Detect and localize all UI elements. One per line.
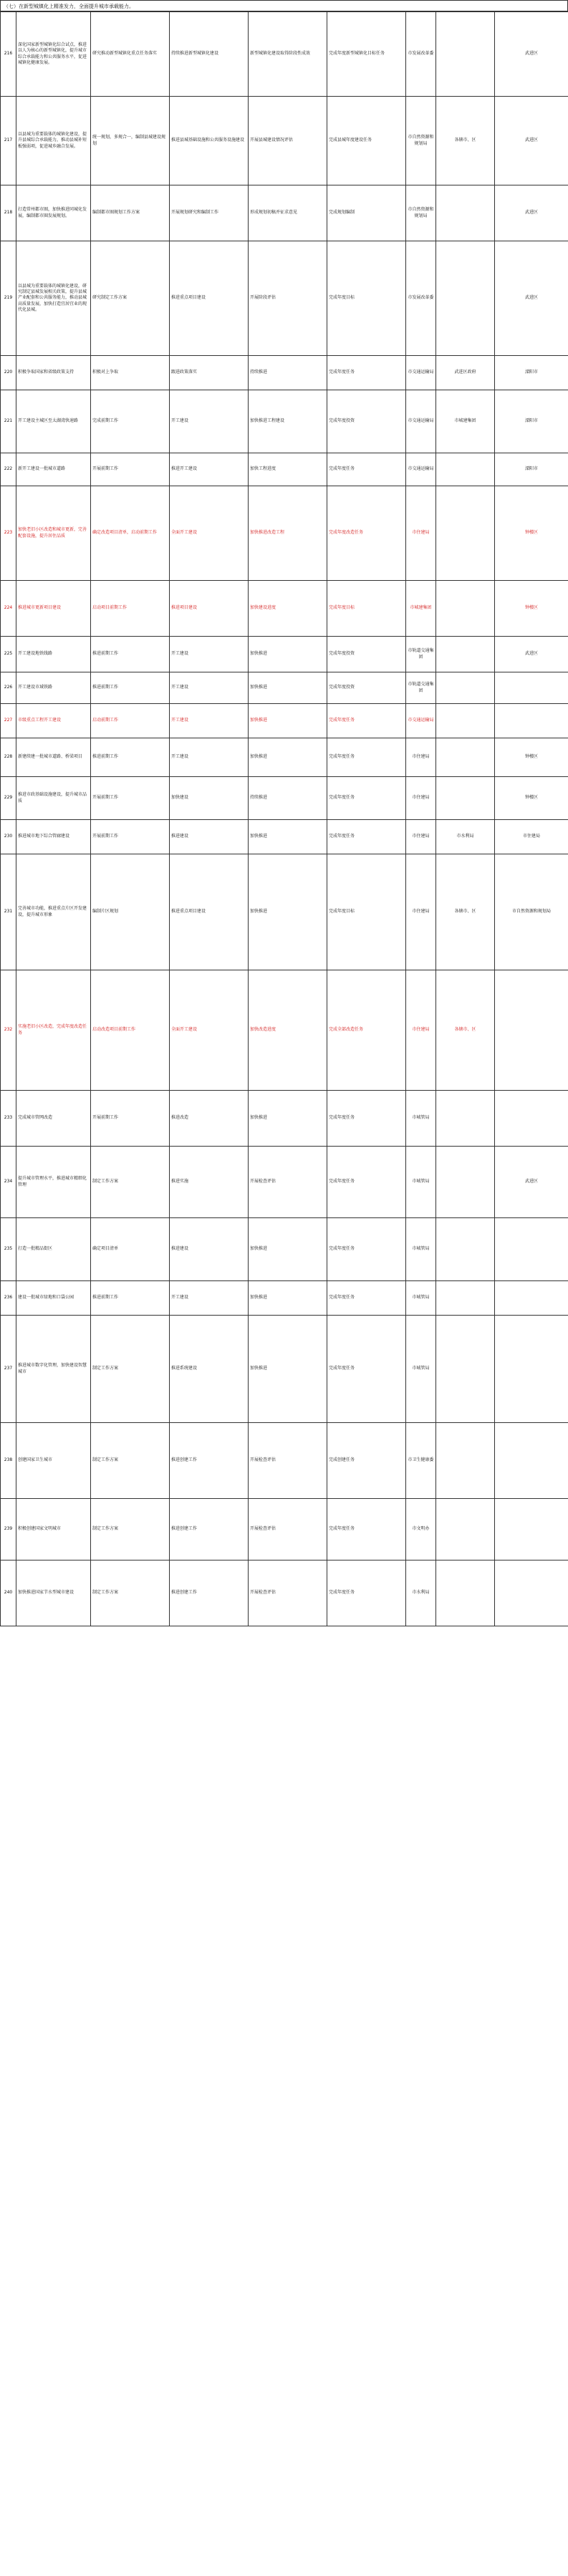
responsible-unit: 武进区政府 [436, 356, 495, 390]
task-table [0, 11, 568, 1626]
row-number: 223 [1, 486, 16, 581]
task-description: 开工建设主城区至太湖湾快速路 [16, 390, 91, 453]
milestone-q2: 持续推进新型城镇化建设 [170, 12, 249, 97]
milestone-q3: 加快推进改造工程 [249, 486, 327, 581]
cooperating-unit [495, 970, 568, 1091]
milestone-q1: 编制片区规划 [91, 854, 170, 970]
milestone-q3: 开展检查评估 [249, 1499, 327, 1560]
lead-department: 市住建局 [406, 777, 436, 820]
table-row [1, 1091, 568, 1147]
milestone-q2: 推进创建工作 [170, 1499, 249, 1560]
lead-department: 市城管局 [406, 1281, 436, 1316]
milestone-q2: 推进县城基础设施和公共服务设施建设 [170, 97, 249, 185]
milestone-q1: 确定改造项目清单，启动前期工作 [91, 486, 170, 581]
responsible-unit [436, 738, 495, 777]
cooperating-unit [495, 1423, 568, 1499]
table-row [1, 1316, 568, 1423]
responsible-unit [436, 1560, 495, 1626]
milestone-q2: 全面开工建设 [170, 970, 249, 1091]
milestone-q1: 制定工作方案 [91, 1147, 170, 1218]
milestone-q2: 加快建设 [170, 777, 249, 820]
task-description: 加快推进国家节水型城市建设 [16, 1560, 91, 1626]
milestone-q3: 加快推进 [249, 820, 327, 854]
milestone-q2: 推进建设 [170, 1218, 249, 1281]
milestone-q2: 推进重点项目建设 [170, 241, 249, 356]
section-heading: （七）在新型城镇化上精准发力，全面提升城市承载能力。 [0, 0, 568, 11]
milestone-q4: 完成规划编制 [327, 185, 406, 241]
lead-department: 市发展改革委 [406, 12, 436, 97]
responsible-unit [436, 453, 495, 486]
milestone-q2: 全面开工建设 [170, 486, 249, 581]
lead-department: 市交通运输局 [406, 390, 436, 453]
row-number: 224 [1, 581, 16, 637]
row-number: 217 [1, 97, 16, 185]
responsible-unit [436, 581, 495, 637]
milestone-q3: 形成规划初稿并征求意见 [249, 185, 327, 241]
milestone-q1: 推进前期工作 [91, 738, 170, 777]
lead-department: 市城管局 [406, 1218, 436, 1281]
responsible-unit: 市城建集团 [436, 390, 495, 453]
milestone-q4: 完成年度任务 [327, 820, 406, 854]
table-row [1, 820, 568, 854]
responsible-unit: 各辖市、区 [436, 97, 495, 185]
responsible-unit [436, 1316, 495, 1423]
cooperating-unit [495, 672, 568, 704]
milestone-q3: 加快推进工程建设 [249, 390, 327, 453]
task-description: 实施老旧小区改造，完成年度改造任务 [16, 970, 91, 1091]
row-number: 221 [1, 390, 16, 453]
task-description: 建设一批城市绿地和口袋公园 [16, 1281, 91, 1316]
cooperating-unit [495, 1560, 568, 1626]
row-number: 238 [1, 1423, 16, 1499]
row-number: 236 [1, 1281, 16, 1316]
table-row [1, 1499, 568, 1560]
milestone-q2: 开工建设 [170, 738, 249, 777]
responsible-unit [436, 1423, 495, 1499]
task-description: 推进市政基础设施建设，提升城市品质 [16, 777, 91, 820]
table-row [1, 1218, 568, 1281]
milestone-q4: 完成年度目标 [327, 581, 406, 637]
milestone-q2: 推进项目建设 [170, 581, 249, 637]
lead-department: 市自然资源和规划局 [406, 97, 436, 185]
milestone-q2: 开工建设 [170, 390, 249, 453]
milestone-q3: 加快推进 [249, 1091, 327, 1147]
lead-department: 市发展改革委 [406, 241, 436, 356]
table-row [1, 1423, 568, 1499]
milestone-q3: 持续推进 [249, 777, 327, 820]
milestone-q1: 开展前期工作 [91, 1091, 170, 1147]
cooperating-unit [495, 1091, 568, 1147]
table-row [1, 97, 568, 185]
cooperating-unit: 钟楼区 [495, 486, 568, 581]
milestone-q1: 研究制定工作方案 [91, 241, 170, 356]
table-row [1, 241, 568, 356]
milestone-q2: 推进实施 [170, 1147, 249, 1218]
cooperating-unit: 武进区 [495, 185, 568, 241]
milestone-q3: 开展县城建设情况评估 [249, 97, 327, 185]
table-row [1, 1560, 568, 1626]
table-row [1, 738, 568, 777]
milestone-q2: 开工建设 [170, 704, 249, 738]
row-number: 239 [1, 1499, 16, 1560]
milestone-q2: 推进创建工作 [170, 1423, 249, 1499]
milestone-q3: 加快推进 [249, 854, 327, 970]
responsible-unit [436, 1499, 495, 1560]
milestone-q4: 完成年度任务 [327, 738, 406, 777]
milestone-q2: 推进建设 [170, 820, 249, 854]
task-description: 完成城市管网改造 [16, 1091, 91, 1147]
cooperating-unit [495, 1218, 568, 1281]
cooperating-unit: 武进区 [495, 12, 568, 97]
row-number: 229 [1, 777, 16, 820]
milestone-q3: 加快建设进度 [249, 581, 327, 637]
lead-department: 市城管局 [406, 1147, 436, 1218]
milestone-q1: 开展前期工作 [91, 453, 170, 486]
row-number: 231 [1, 854, 16, 970]
milestone-q4: 完成年度任务 [327, 1316, 406, 1423]
milestone-q3: 加快推进 [249, 637, 327, 672]
lead-department: 市轨道交通集团 [406, 637, 436, 672]
task-description: 完善城市功能，推进重点片区开发建设，提升城市形象 [16, 854, 91, 970]
cooperating-unit: 武进区 [495, 97, 568, 185]
lead-department: 市卫生健康委 [406, 1423, 436, 1499]
cooperating-unit: 钟楼区 [495, 777, 568, 820]
milestone-q4: 完成年度任务 [327, 1560, 406, 1626]
row-number: 220 [1, 356, 16, 390]
milestone-q2: 开工建设 [170, 637, 249, 672]
responsible-unit [436, 777, 495, 820]
responsible-unit [436, 12, 495, 97]
milestone-q1: 制定工作方案 [91, 1423, 170, 1499]
cooperating-unit: 溧阳市 [495, 356, 568, 390]
milestone-q1: 确定项目清单 [91, 1218, 170, 1281]
responsible-unit [436, 1218, 495, 1281]
table-row [1, 854, 568, 970]
milestone-q2: 开展规划研究和编制工作 [170, 185, 249, 241]
cooperating-unit: 溧阳市 [495, 390, 568, 453]
cooperating-unit [495, 1281, 568, 1316]
row-number: 225 [1, 637, 16, 672]
cooperating-unit [495, 704, 568, 738]
milestone-q1: 积极对上争取 [91, 356, 170, 390]
table-row [1, 581, 568, 637]
milestone-q4: 完成年度改造任务 [327, 486, 406, 581]
responsible-unit [436, 1091, 495, 1147]
milestone-q4: 完成年度投资 [327, 390, 406, 453]
lead-department: 市交通运输局 [406, 704, 436, 738]
milestone-q1: 推进前期工作 [91, 672, 170, 704]
milestone-q2: 推进重点项目建设 [170, 854, 249, 970]
table-row [1, 777, 568, 820]
task-description: 推进城市数字化管理，加快建设智慧城市 [16, 1316, 91, 1423]
lead-department: 市城建集团 [406, 581, 436, 637]
cooperating-unit: 市自然资源和规划局 [495, 854, 568, 970]
row-number: 240 [1, 1560, 16, 1626]
lead-department: 市住建局 [406, 486, 436, 581]
row-number: 233 [1, 1091, 16, 1147]
milestone-q1: 完成前期工作 [91, 390, 170, 453]
lead-department: 市文明办 [406, 1499, 436, 1560]
task-description: 提升城市管理水平，推进城市精细化管理 [16, 1147, 91, 1218]
milestone-q3: 开展检查评估 [249, 1423, 327, 1499]
responsible-unit [436, 637, 495, 672]
responsible-unit [436, 672, 495, 704]
milestone-q3: 加快推进 [249, 738, 327, 777]
table-row [1, 390, 568, 453]
milestone-q1: 制定工作方案 [91, 1499, 170, 1560]
milestone-q4: 完成年度目标 [327, 241, 406, 356]
task-description: 开工建设地铁线路 [16, 637, 91, 672]
milestone-q3: 加快推进 [249, 1281, 327, 1316]
responsible-unit: 市水利局 [436, 820, 495, 854]
milestone-q2: 开工建设 [170, 1281, 249, 1316]
cooperating-unit: 溧阳市 [495, 453, 568, 486]
task-description: 以县城为重要载体的城镇化建设，研究制定县城发展相关政策，提升县城产业配套和公共服务能力，推动县城高质量发展，加快打造宜居宜业的现代化县城。 [16, 241, 91, 356]
milestone-q1: 统一规划，多规合一，编制县城建设规划 [91, 97, 170, 185]
task-description: 新建续建一批城市道路、桥梁项目 [16, 738, 91, 777]
milestone-q2: 推进开工建设 [170, 453, 249, 486]
milestone-q1: 启动改造项目前期工作 [91, 970, 170, 1091]
task-description: 市级重点工程开工建设 [16, 704, 91, 738]
cooperating-unit [495, 1316, 568, 1423]
task-description: 推进城市地下综合管廊建设 [16, 820, 91, 854]
task-description: 推进城市更新项目建设 [16, 581, 91, 637]
milestone-q2: 推进系统建设 [170, 1316, 249, 1423]
table-row [1, 704, 568, 738]
lead-department: 市住建局 [406, 854, 436, 970]
milestone-q3: 开展检查评估 [249, 1560, 327, 1626]
table-row [1, 356, 568, 390]
milestone-q1: 开展前期工作 [91, 820, 170, 854]
milestone-q3: 开展阶段评估 [249, 241, 327, 356]
table-row [1, 1147, 568, 1218]
row-number: 222 [1, 453, 16, 486]
milestone-q4: 完成年度任务 [327, 1147, 406, 1218]
milestone-q3: 开展检查评估 [249, 1147, 327, 1218]
milestone-q1: 研究推动新型城镇化重点任务落实 [91, 12, 170, 97]
milestone-q4: 完成年度投资 [327, 672, 406, 704]
row-number: 218 [1, 185, 16, 241]
milestone-q1: 推进前期工作 [91, 637, 170, 672]
table-row [1, 185, 568, 241]
task-description: 打造常州都市圈，加快推进同城化发展，编制都市圈发展规划。 [16, 185, 91, 241]
row-number: 234 [1, 1147, 16, 1218]
milestone-q4: 完成年度目标 [327, 854, 406, 970]
cooperating-unit: 武进区 [495, 241, 568, 356]
milestone-q4: 完成年度任务 [327, 777, 406, 820]
milestone-q4: 完成年度任务 [327, 1281, 406, 1316]
table-row [1, 12, 568, 97]
milestone-q2: 跟进政策落实 [170, 356, 249, 390]
responsible-unit [436, 241, 495, 356]
lead-department: 市交通运输局 [406, 356, 436, 390]
milestone-q1: 推进前期工作 [91, 1281, 170, 1316]
milestone-q4: 完成全部改造任务 [327, 970, 406, 1091]
milestone-q3: 加快推进 [249, 1218, 327, 1281]
responsible-unit [436, 704, 495, 738]
responsible-unit [436, 486, 495, 581]
milestone-q3: 持续推进 [249, 356, 327, 390]
row-number: 228 [1, 738, 16, 777]
task-description: 新开工建设一批城市道路 [16, 453, 91, 486]
cooperating-unit: 武进区 [495, 1147, 568, 1218]
milestone-q4: 完成创建任务 [327, 1423, 406, 1499]
milestone-q1: 制定工作方案 [91, 1560, 170, 1626]
milestone-q4: 完成年度任务 [327, 1218, 406, 1281]
responsible-unit [436, 1147, 495, 1218]
task-description: 加快老旧小区改造和城市更新，完善配套设施，提升居住品质 [16, 486, 91, 581]
lead-department: 市自然资源和规划局 [406, 185, 436, 241]
row-number: 219 [1, 241, 16, 356]
task-description: 积极争取国家和省级政策支持 [16, 356, 91, 390]
milestone-q1: 编制都市圈规划工作方案 [91, 185, 170, 241]
cooperating-unit [495, 1499, 568, 1560]
lead-department: 市交通运输局 [406, 453, 436, 486]
milestone-q2: 推进创建工作 [170, 1560, 249, 1626]
milestone-q4: 完成年度任务 [327, 453, 406, 486]
milestone-q3: 新型城镇化建设取得阶段性成效 [249, 12, 327, 97]
lead-department: 市水利局 [406, 1560, 436, 1626]
cooperating-unit: 武进区 [495, 637, 568, 672]
row-number: 216 [1, 12, 16, 97]
task-description: 深化国家新型城镇化综合试点，推进以人为核心的新型城镇化，提升城市综合承载能力和公共服务水平，促进城镇化健康发展。 [16, 12, 91, 97]
responsible-unit [436, 185, 495, 241]
row-number: 230 [1, 820, 16, 854]
lead-department: 市住建局 [406, 738, 436, 777]
row-number: 232 [1, 970, 16, 1091]
responsible-unit: 各辖市、区 [436, 854, 495, 970]
cooperating-unit: 市住建局 [495, 820, 568, 854]
lead-department: 市城管局 [406, 1091, 436, 1147]
table-row [1, 1281, 568, 1316]
milestone-q4: 完成年度任务 [327, 1499, 406, 1560]
task-description: 开工建设市域铁路 [16, 672, 91, 704]
milestone-q2: 开工建设 [170, 672, 249, 704]
cooperating-unit: 钟楼区 [495, 738, 568, 777]
row-number: 237 [1, 1316, 16, 1423]
task-description: 打造一批精品街区 [16, 1218, 91, 1281]
milestone-q4: 完成年度新型城镇化目标任务 [327, 12, 406, 97]
milestone-q4: 完成县城年度建设任务 [327, 97, 406, 185]
milestone-q4: 完成年度投资 [327, 637, 406, 672]
task-description: 创建国家卫生城市 [16, 1423, 91, 1499]
task-description: 以县城为重要载体的城镇化建设，提升县城综合承载能力，推动县城补短板强弱项，促进城乡融合发展。 [16, 97, 91, 185]
milestone-q4: 完成年度任务 [327, 356, 406, 390]
responsible-unit [436, 1281, 495, 1316]
lead-department: 市轨道交通集团 [406, 672, 436, 704]
row-number: 227 [1, 704, 16, 738]
milestone-q4: 完成年度任务 [327, 1091, 406, 1147]
row-number: 226 [1, 672, 16, 704]
milestone-q3: 加快推进 [249, 704, 327, 738]
table-row [1, 453, 568, 486]
table-row [1, 672, 568, 704]
milestone-q1: 开展前期工作 [91, 777, 170, 820]
milestone-q3: 加快推进 [249, 1316, 327, 1423]
milestone-q3: 加快推进 [249, 672, 327, 704]
lead-department: 市城管局 [406, 1316, 436, 1423]
table-row [1, 637, 568, 672]
milestone-q3: 加快改造进度 [249, 970, 327, 1091]
row-number: 235 [1, 1218, 16, 1281]
milestone-q1: 启动项目前期工作 [91, 581, 170, 637]
milestone-q4: 完成年度任务 [327, 704, 406, 738]
lead-department: 市住建局 [406, 820, 436, 854]
milestone-q1: 启动前期工作 [91, 704, 170, 738]
task-description: 积极创建国家文明城市 [16, 1499, 91, 1560]
lead-department: 市住建局 [406, 970, 436, 1091]
milestone-q3: 加快工程进度 [249, 453, 327, 486]
responsible-unit: 各辖市、区 [436, 970, 495, 1091]
cooperating-unit: 钟楼区 [495, 581, 568, 637]
table-row [1, 970, 568, 1091]
milestone-q1: 制定工作方案 [91, 1316, 170, 1423]
table-row [1, 486, 568, 581]
milestone-q2: 推进改造 [170, 1091, 249, 1147]
